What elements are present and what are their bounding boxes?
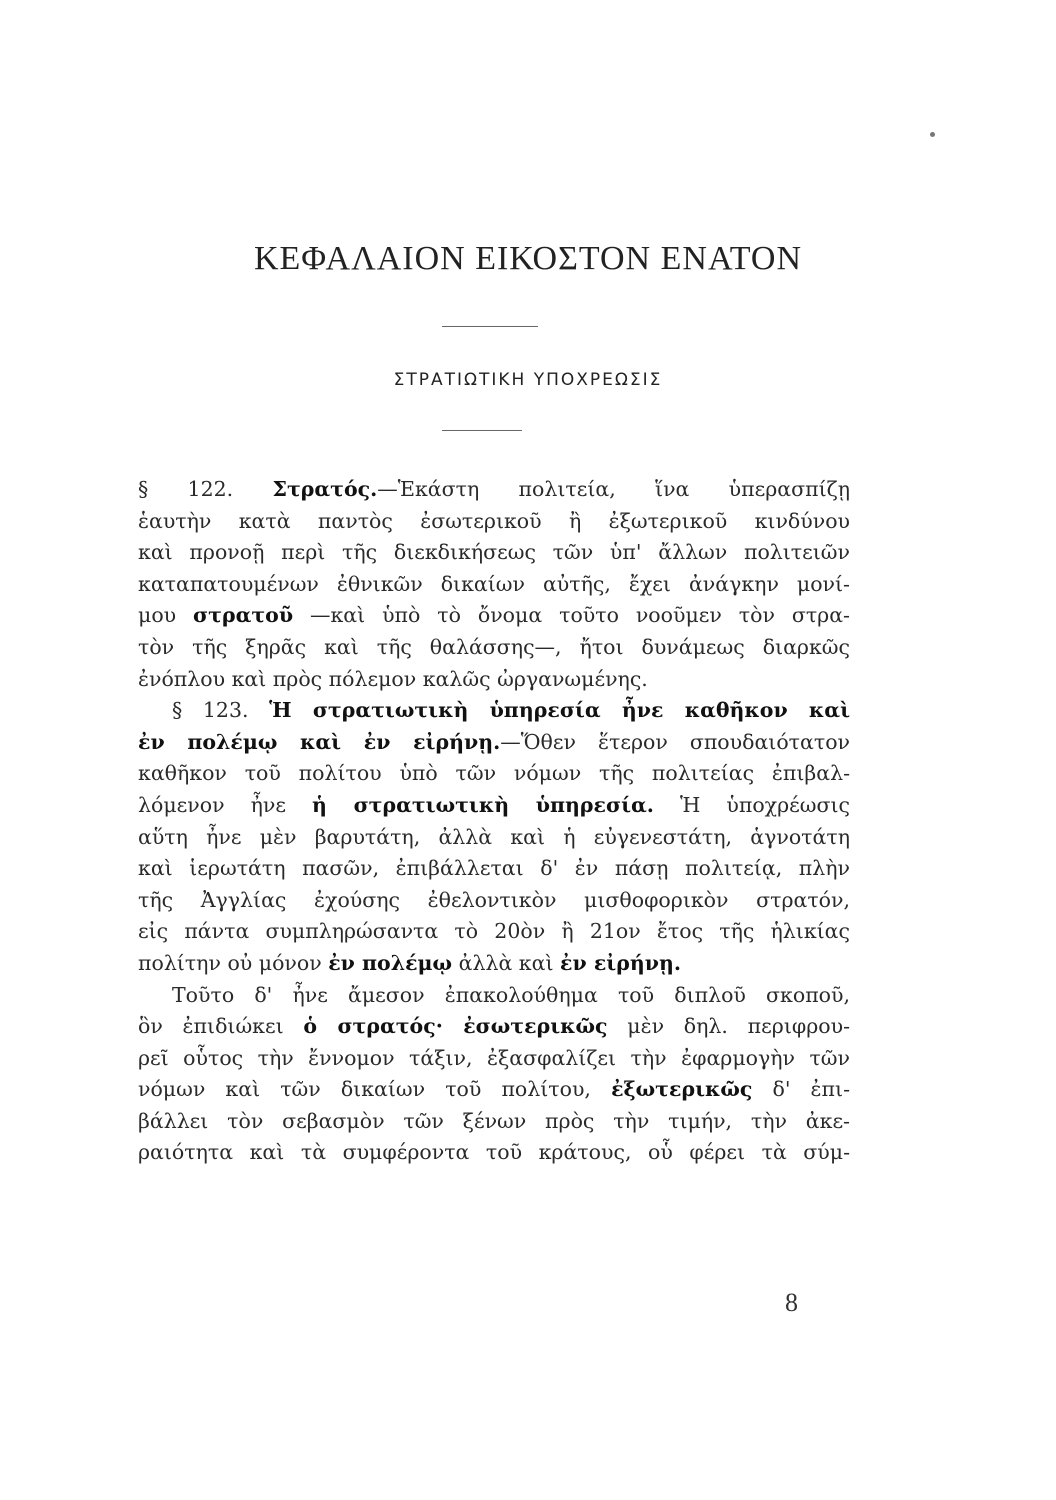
text-line: καθῆκον τοῦ πολίτου ὑπὸ τῶν νόμων τῆς πολιτείας ἐπιβαλ- bbox=[138, 761, 850, 786]
text-line: καὶ ἱερωτάτη πασῶν, ἐπιβάλλεται δ' ἐν πάσῃ πολιτείᾳ, πλὴν bbox=[138, 856, 850, 881]
chapter-subtitle: ΣΤΡΑΤΙΩΤΙΚΗ ΥΠΟΧΡΕΩΣΙΣ bbox=[393, 370, 663, 390]
divider-bottom bbox=[442, 430, 522, 431]
page-number: 8 bbox=[785, 1288, 798, 1317]
text-line: ρεῖ οὗτος τὴν ἔννομον τάξιν, ἐξασφαλίζει τὴν ἐφαρμογὴν τῶν bbox=[138, 1045, 850, 1070]
text-line: βάλλει τὸν σεβασμὸν τῶν ξένων πρὸς τὴν τιμήν, τὴν ἀκε- bbox=[138, 1108, 850, 1133]
text-line: αὕτη ἦνε μὲν βαρυτάτη, ἀλλὰ καὶ ἡ εὐγενεστάτη, ἁγνοτάτη bbox=[138, 824, 850, 849]
text-line: ὃν ἐπιδιώκει ὁ στρατός· ἐσωτερικῶς μὲν δηλ. περιφρου- bbox=[138, 1014, 850, 1039]
text-line: πολίτην οὐ μόνον ἐν πολέμῳ ἀλλὰ καὶ ἐν εἰρήνῃ. bbox=[138, 950, 682, 975]
divider-top bbox=[442, 326, 538, 327]
text-line: § 123. Ἡ στρατιωτικὴ ὑπηρεσία ἦνε καθῆκον καὶ bbox=[172, 698, 850, 723]
chapter-title: ΚΕΦΑΛΑΙΟΝ ΕΙΚΟΣΤΟΝ ΕΝΑΤΟΝ bbox=[253, 240, 803, 277]
text-line: τῆς Ἀγγλίας ἐχούσης ἐθελοντικὸν μισθοφορικὸν στρατόν, bbox=[138, 887, 850, 912]
text-line: Τοῦτο δ' ἦνε ἄμεσον ἐπακολούθημα τοῦ διπλοῦ σκοποῦ, bbox=[172, 982, 850, 1007]
text-line: ἐν πολέμῳ καὶ ἐν εἰρήνῃ.—Ὅθεν ἕτερον σπουδαιότατον bbox=[138, 729, 850, 754]
speck bbox=[930, 132, 935, 137]
text-line: καὶ προνοῇ περὶ τῆς διεκδικήσεως τῶν ὑπ' ἄλλων πολιτειῶν bbox=[138, 540, 850, 565]
text-line: ἐνόπλου καὶ πρὸς πόλεμον καλῶς ὠργανωμένης. bbox=[138, 666, 648, 691]
text-line: ἑαυτὴν κατὰ παντὸς ἐσωτερικοῦ ἢ ἐξωτερικοῦ κινδύνου bbox=[138, 508, 850, 533]
text-line: τὸν τῆς ξηρᾶς καὶ τῆς θαλάσσης—, ἤτοι δυνάμεως διαρκῶς bbox=[138, 634, 850, 659]
text-line: § 122. Στρατός.—Ἑκάστη πολιτεία, ἵνα ὑπερασπίζῃ bbox=[138, 477, 850, 501]
text-line: νόμων καὶ τῶν δικαίων τοῦ πολίτου, ἐξωτερικῶς δ' ἐπι- bbox=[138, 1077, 850, 1102]
text-line: καταπατουμένων ἐθνικῶν δικαίων αὐτῆς, ἔχει ἀνάγκην μονί- bbox=[138, 571, 850, 596]
text-line: λόμενον ἦνε ἡ στρατιωτικὴ ὑπηρεσία. Ἡ ὑποχρέωσις bbox=[138, 792, 850, 817]
text-line: μου στρατοῦ —καὶ ὑπὸ τὸ ὄνομα τοῦτο νοοῦμεν τὸν στρα- bbox=[138, 603, 850, 628]
body-text bbox=[138, 474, 850, 1169]
text-line: εἰς πάντα συμπληρώσαντα τὸ 20ὸν ἢ 21ον ἔτος τῆς ἡλικίας bbox=[138, 919, 850, 944]
text-line: ραιότητα καὶ τὰ συμφέροντα τοῦ κράτους, οὗ φέρει τὰ σύμ- bbox=[138, 1140, 850, 1165]
